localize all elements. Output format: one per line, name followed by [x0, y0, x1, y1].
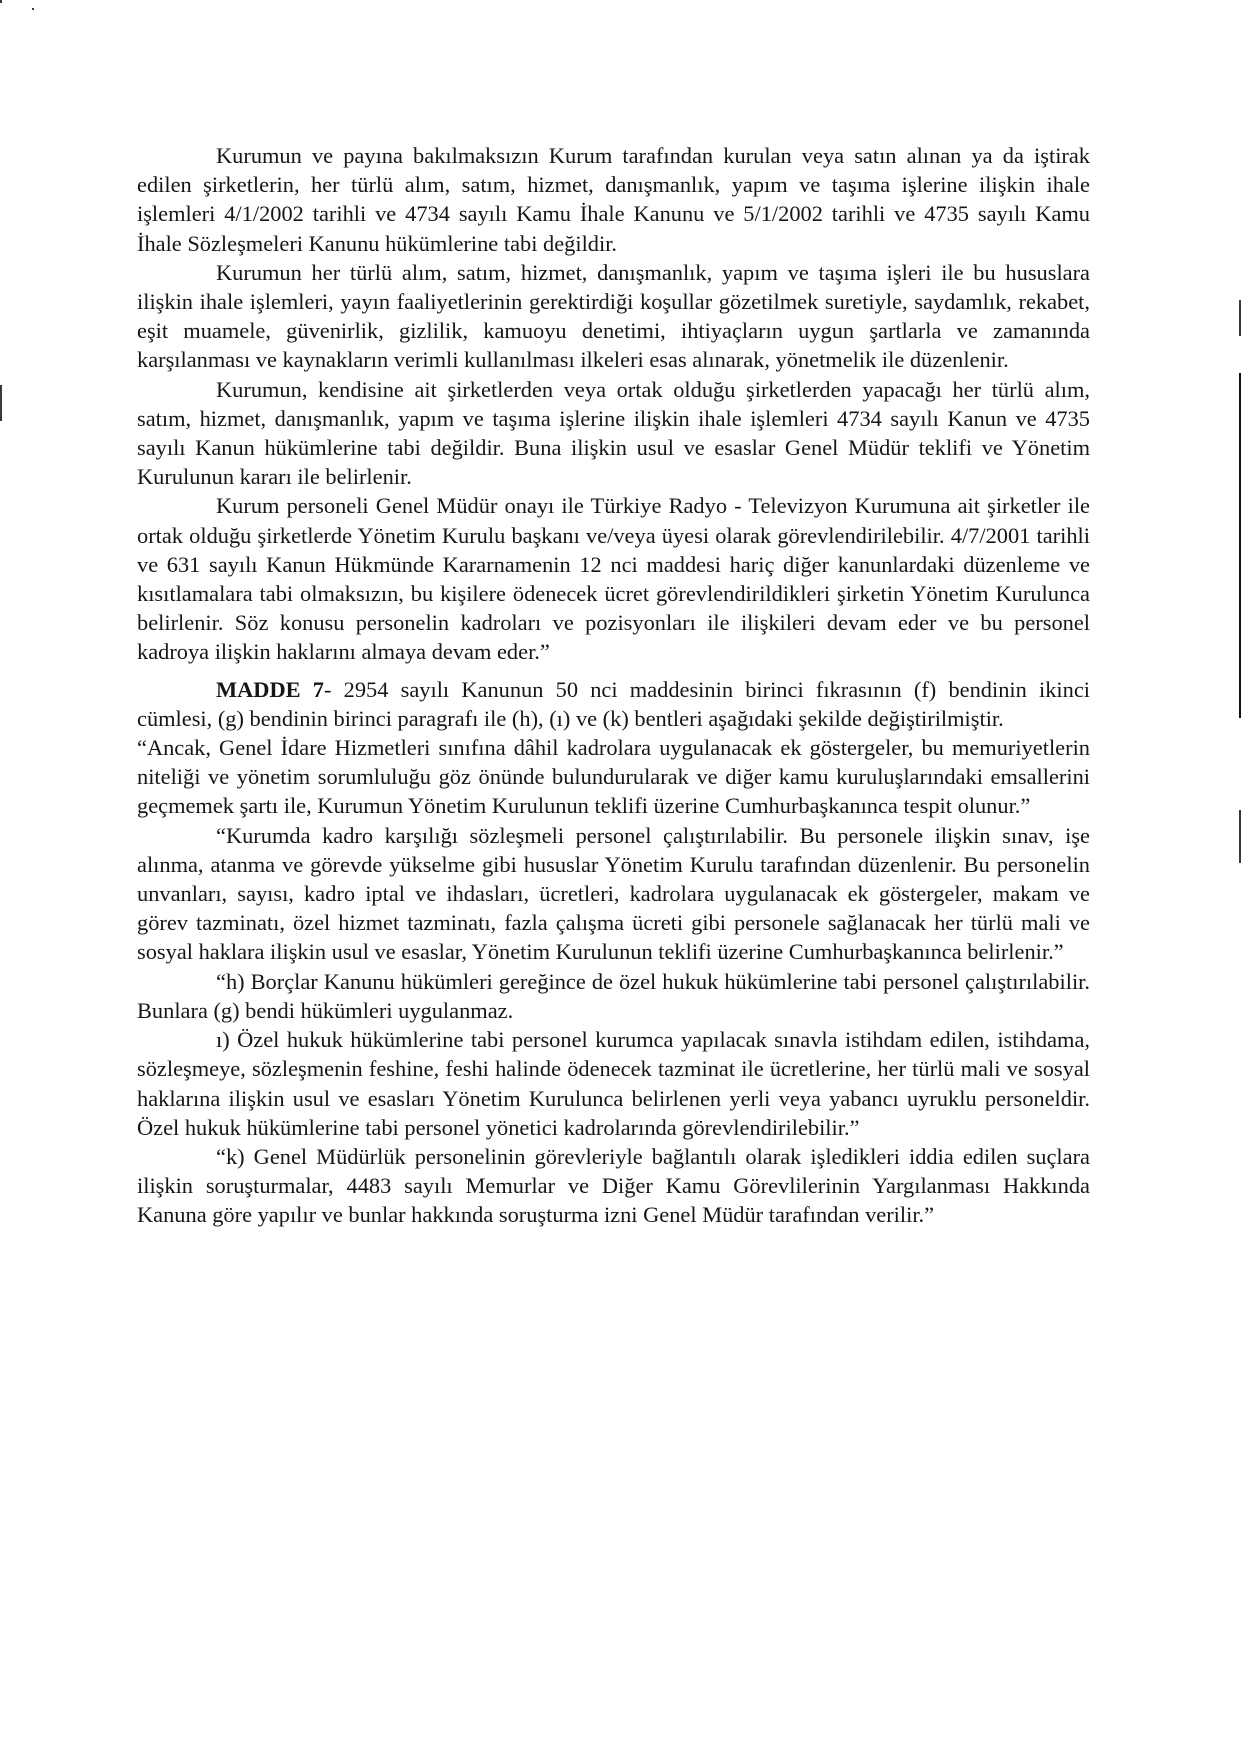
amendment-i: ı) Özel hukuk hükümlerine tabi personel kurumca yapılacak sınavla istihdam edilen, istihdama, sözleşmeye, sözleşmenin feshine, feshi halinde ödenecek tazminat ile ücretlerine, her türlü mali ve sosyal haklarına ilişkin usul ve esasları Yönetim Kurulunca belirlenen yerli veya yabancı uyruklu personeldir. Özel hukuk hükümlerine tabi personel yönetici kadrolarında görevlendirilebilir.”: [137, 1027, 1090, 1140]
amendment-f: “Ancak, Genel İdare Hizmetleri sınıfına dâhil kadrolara uygulanacak ek göstergeler, bu memuriyetlerin niteliği ve yönetim sorumluluğu göz önünde bulundurularak ve diğer kamu kuruluşlarındaki emsallerini geçmemek şartı ile, Kurumun Yönetim Kurulunun teklifi üzerine Cumhurbaşkanınca tespit olunur.”: [137, 735, 1090, 819]
amendment-h: “h) Borçlar Kanunu hükümleri gereğince de özel hukuk hükümlerine tabi personel çalıştırılabilir. Bunlara (g) bendi hükümleri uygulanmaz.: [137, 968, 1090, 1023]
article-text: - 2954 sayılı Kanunun 50 nci maddesinin birinci fıkrasının (f) bendinin ikinci cümlesi, (g) bendinin birinci paragrafı ile (h), (ı) ve (k) bentleri aşağıdaki şekilde değiştirilmiştir.: [137, 676, 1090, 731]
amendment-g: “Kurumda kadro karşılığı sözleşmeli personel çalıştırılabilir. Bu personele ilişkin sınav, işe alınma, atanma ve görevde yükselme gibi hususlar Yönetim Kurulu tarafından düzenlenir. Bu personelin unvanları, sayısı, kadro iptal ve ihdasları, ücretleri, kadrolara uygulanacak ek göstergeler, makam ve görev tazminatı, özel hizmet tazminatı, fazla çalışma ücreti gibi personele sağlanacak her türlü mali ve sosyal haklara ilişkin usul ve esaslar, Yönetim Kurulunun teklifi üzerine Cumhurbaşkanınca belirlenir.”: [137, 822, 1090, 965]
paragraph-personnel-assignment: Kurum personeli Genel Müdür onayı ile Türkiye Radyo - Televizyon Kurumuna ait şirketler ile ortak olduğu şirketlerde Yönetim Kurulu başkanı ve/veya üyesi olarak görevlendirilebilir. 4/7/2001 tarihli ve 631 sayılı Kanun Hükmünde Kararnamenin 12 nci maddesi hariç diğer kanunlardaki düzenleme ve kısıtlamalara tabi olmaksızın, bu kişilere ödenecek ücret görevlendirildikleri şirketin Yönetim Kurulunca belirlenir. Söz konusu personelin kadroları ve pozisyonları ile ilişkileri devam eder ve bu personel kadroya ilişkin haklarını almaya devam eder.”: [137, 493, 1090, 665]
document-page: [137, 141, 1090, 1230]
paragraph-procurement-exemption: Kurumun ve payına bakılmaksızın Kurum tarafından kurulan veya satın alınan ya da iştirak edilen şirketlerin, her türlü alım, satım, hizmet, danışmanlık, yapım ve taşıma işlerine ilişkin ihale işlemleri 4/1/2002 tarihli ve 4734 sayılı Kamu İhale Kanunu ve 5/1/2002 tarihli ve 4735 sayılı Kamu İhale Sözleşmeleri Kanunu hükümlerine tabi değildir.: [137, 143, 1090, 256]
scan-mark-left-edge: [0, 385, 2, 421]
paragraph-subsidiary-procurement: Kurumun, kendisine ait şirketlerden veya ortak olduğu şirketlerden yapacağı her türlü alım, satım, hizmet, danışmanlık, yapım ve taşıma işlerine ilişkin ihale işlemleri 4734 sayılı Kanun ve 4735 sayılı Kanun hükümlerine tabi değildir. Buna ilişkin usul ve esaslar Genel Müdür teklifi ve Yönetim Kurulunun kararı ile belirlenir.: [137, 376, 1090, 490]
scan-mark-top-left: [0, 0, 2, 3]
article-label: MADDE 7: [216, 676, 324, 702]
amendment-k: “k) Genel Müdürlük personelinin görevleriyle bağlantılı olarak işledikleri iddia edilen suçlara ilişkin soruşturmalar, 4483 sayılı Memurlar ve Diğer Kamu Görevlilerinin Yargılanması Hakkında Kanuna göre yapılır ve bunlar hakkında soruşturma izni Genel Müdür tarafından verilir.”: [137, 1143, 1090, 1228]
article-madde-7: [137, 675, 1090, 733]
paragraph-procurement-regulation: Kurumun her türlü alım, satım, hizmet, danışmanlık, yapım ve taşıma işleri ile bu hususlara ilişkin ihale işlemleri, yayın faaliyetlerinin gerektirdiği koşullar gözetilmek suretiyle, saydamlık, rekabet, eşit muamele, güvenirlik, gizlilik, kamuoyu denetimi, ihtiyaçların uygun şartlarla ve zamanında karşılanması ve kaynakların verimli kullanılması ilkeleri esas alınarak, yönetmelik ile düzenlenir.: [137, 259, 1090, 373]
scan-mark-top-dot: [32, 8, 34, 10]
